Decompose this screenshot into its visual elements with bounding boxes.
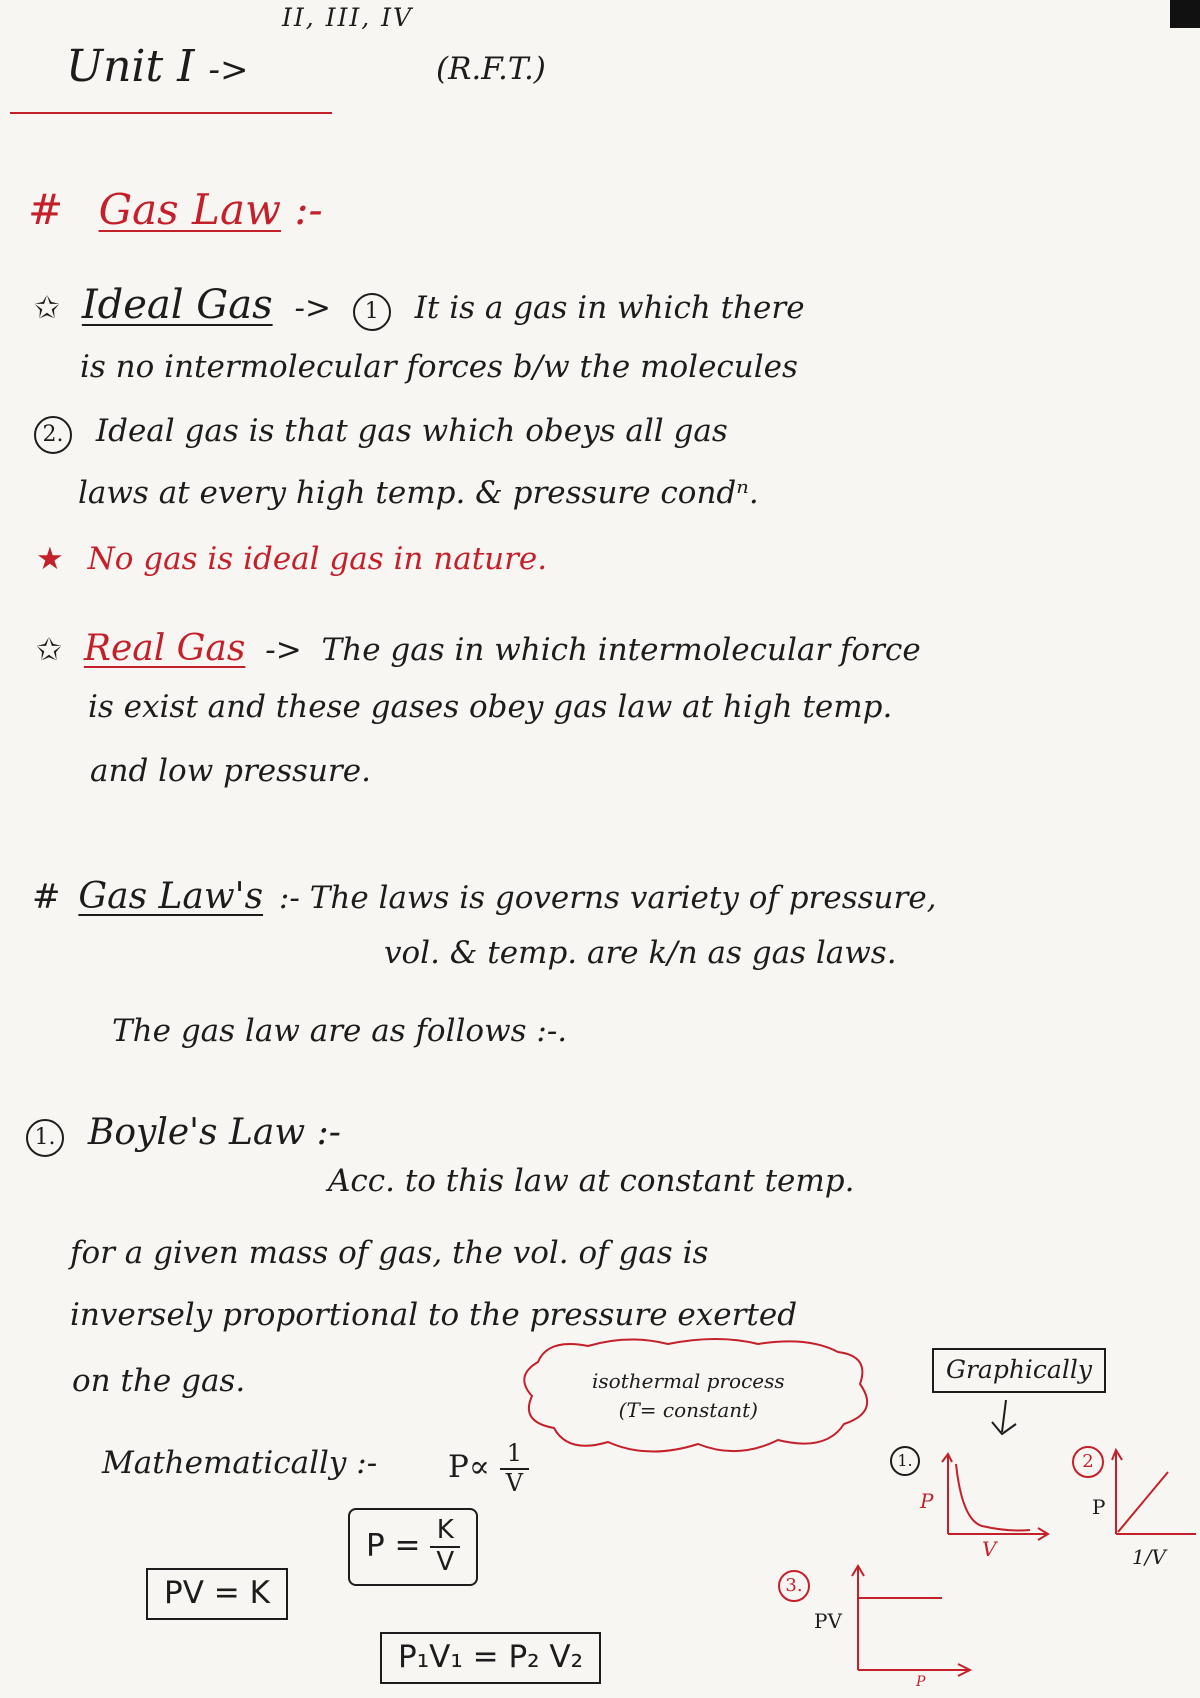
hash-mark: # xyxy=(28,185,64,234)
graph-3-x-label: P xyxy=(916,1674,926,1690)
boyles-text-4: on the gas. xyxy=(72,1363,246,1399)
gas-laws-text-3: The gas law are as follows :-. xyxy=(112,1013,568,1049)
cloud-note-line-1: isothermal process xyxy=(592,1369,785,1393)
point-number: 1 xyxy=(353,293,391,331)
prop-fraction xyxy=(500,1440,529,1497)
boyles-heading xyxy=(26,1112,341,1157)
boyles-text-3: inversely proportional to the pressure exerted xyxy=(70,1297,798,1333)
eq-den: V xyxy=(436,1546,455,1577)
scan-edge-mark xyxy=(1170,0,1200,28)
eq-lhs: P = xyxy=(366,1527,421,1564)
graph-1-axes xyxy=(938,1450,1058,1546)
cloud-note xyxy=(592,1370,785,1422)
graph-2-y-label: P xyxy=(1092,1495,1106,1519)
graph-3-axes xyxy=(846,1560,976,1680)
gas-laws-text-2: vol. & temp. are k/n as gas laws. xyxy=(384,935,897,971)
star-icon: ✩ xyxy=(34,290,60,326)
graph-2-x-label: 1/V xyxy=(1132,1545,1166,1569)
graph-1-circle: 1. xyxy=(890,1446,920,1476)
arrow-down-icon xyxy=(984,1398,1024,1448)
prop-lhs: P∝ xyxy=(448,1449,490,1486)
star-icon: ★ xyxy=(36,541,64,577)
heading-suffix: :- xyxy=(294,185,323,234)
red-note-text: No gas is ideal gas in nature. xyxy=(87,541,548,577)
graph-3-number xyxy=(778,1570,824,1602)
eq-num: K xyxy=(430,1516,460,1548)
point-number: 1. xyxy=(26,1119,64,1157)
gas-laws-line-1 xyxy=(32,876,937,917)
arrow: -> xyxy=(294,290,331,326)
gas-law-heading xyxy=(28,186,323,234)
subject-code: (R.F.T.) xyxy=(436,51,546,87)
ideal-gas-line-3 xyxy=(34,414,728,454)
graph-2-axes xyxy=(1104,1448,1200,1544)
graph-2-circle: 2 xyxy=(1072,1446,1104,1478)
real-gas-text-3: and low pressure. xyxy=(90,753,371,789)
unit-title-text: Unit I xyxy=(66,41,195,92)
prop-num: 1 xyxy=(500,1440,529,1470)
units-list: II, III, IV xyxy=(282,3,414,32)
math-label: Mathematically :- xyxy=(102,1445,378,1481)
eq-fraction xyxy=(430,1516,460,1578)
graph-1-x-label: V xyxy=(982,1537,997,1561)
equation-p1v1-p2v2: P₁V₁ = P₂ V₂ xyxy=(380,1632,601,1684)
prop-den: V xyxy=(505,1468,524,1497)
gas-law-heading-label: Gas Law xyxy=(98,185,281,234)
equation-pv-k: PV = K xyxy=(146,1568,288,1620)
cloud-note-line-2: (T= constant) xyxy=(618,1398,758,1422)
point-number: 2. xyxy=(34,416,72,454)
gas-laws-text-1: :- The laws is governs variety of pressure, xyxy=(278,880,937,916)
boyles-text-1: Acc. to this law at constant temp. xyxy=(328,1163,855,1199)
graph-3-circle: 3. xyxy=(778,1570,810,1602)
graph-3-y-label: PV xyxy=(814,1609,842,1633)
ideal-gas-label: Ideal Gas xyxy=(81,282,273,328)
gas-laws-label: Gas Law's xyxy=(78,876,264,917)
hash-mark: # xyxy=(32,877,61,917)
graph-1-y-label: P xyxy=(920,1489,934,1513)
real-gas-line-1 xyxy=(36,628,921,669)
red-note xyxy=(36,542,547,578)
equation-p-k-v xyxy=(348,1508,478,1586)
real-gas-text-2: is exist and these gases obey gas law at high temp. xyxy=(88,689,893,725)
ideal-gas-line-1 xyxy=(34,282,805,331)
graphically-box: Graphically xyxy=(932,1348,1106,1393)
unit-title xyxy=(66,42,249,93)
arrow: -> xyxy=(265,632,302,668)
unit-arrow: -> xyxy=(208,50,249,90)
boyles-text-2: for a given mass of gas, the vol. of gas is xyxy=(70,1235,709,1271)
real-gas-text-1: The gas in which intermolecular force xyxy=(321,632,921,668)
ideal-gas-text-4: laws at every high temp. & pressure condⁿ. xyxy=(78,475,759,511)
graph-2-line xyxy=(1118,1472,1168,1532)
ideal-gas-text-3: Ideal gas is that gas which obeys all gas xyxy=(95,413,728,449)
boyles-label: Boyle's Law :- xyxy=(87,1112,341,1153)
graph-1-curve xyxy=(956,1464,1030,1531)
ideal-gas-text-2: is no intermolecular forces b/w the molecules xyxy=(80,349,798,385)
star-icon: ✩ xyxy=(36,632,62,668)
proportionality xyxy=(448,1440,529,1497)
graph-1-number xyxy=(890,1446,934,1476)
title-underline xyxy=(10,112,332,114)
real-gas-label: Real Gas xyxy=(83,628,246,669)
ideal-gas-text-1: It is a gas in which there xyxy=(414,290,805,326)
